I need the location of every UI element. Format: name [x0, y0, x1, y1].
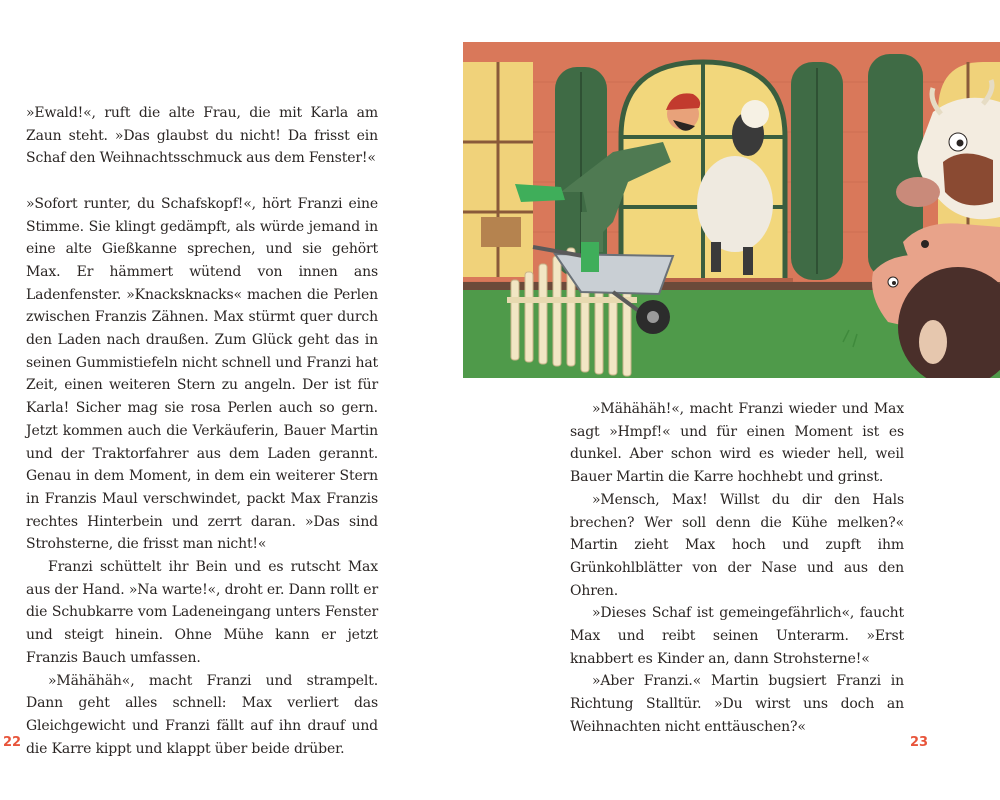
paragraph: »Mähähäh!«, macht Franzi wieder und Max sagt »Hmpf!« und für einen Moment ist es dunkel. Aber schon wird es wieder hell, weil Bauer Martin die Karre hochhebt und grinst.: [570, 401, 904, 486]
paragraph: »Aber Franzi.« Martin bugsiert Franzi in Richtung Stalltür. »Du wirst uns doch an Weihnachten nicht enttäuschen?«: [570, 673, 904, 735]
sheep-franzi: [697, 156, 773, 252]
paragraph: »Sofort runter, du Schafskopf!«, hört Franzi eine Stimme. Sie klingt gedämpft, als würde jemand in eine alte Gießkanne sprechen, und sie gehört Max. Er hämmert wütend von innen ans Ladenfenster. »Knacksknacks« machen die Perlen zwischen Franzis Zähnen. Max stürmt quer durch den Laden nach draußen. Zum Glück geht das in seinen Gummistiefeln nicht schnell und Franzi hat Zeit, einen weiteren Stern zu angeln. Der ist für Karla! Sicher mag sie rosa Perlen auch so gern. Jetzt kommen auch die Verkäuferin, Bauer Martin und der Traktorfahrer aus dem Laden gerannt. Genau in dem Moment, in dem ein weiterer Stern in Franzis Maul verschwindet, packt Max Franzis rechtes Hinterbein und zerrt daran. »Das sind Strohsterne, die frisst man nicht!«: [26, 195, 378, 553]
page-number: 23: [910, 735, 929, 750]
story-illustration: [463, 42, 1000, 378]
paragraph: Franzi schüttelt ihr Bein und es rutscht Max aus der Hand. »Na warte!«, droht er. Dann rollt er die Schubkarre vom Ladeneingang unters Fenster und steigt hinein. Ohne Mühe kann er jetzt Franzis Bauch umfassen.: [26, 559, 378, 666]
paragraph: »Dieses Schaf ist gemeingefährlich«, faucht Max und reibt seinen Unterarm. »Erst knabbert es Kinder an, dann Strohsterne!«: [570, 605, 904, 667]
page-number: 22: [3, 735, 22, 750]
left-page-text: [26, 102, 378, 760]
paragraph: »Ewald!«, ruft die alte Frau, die mit Karla am Zaun steht. »Das glaubst du nicht! Da frisst ein Schaf den Weihnachtsschmuck aus dem Fenster!«: [26, 105, 378, 167]
right-page: [500, 0, 1000, 800]
paragraph: »Mähähäh«, macht Franzi und strampelt. Dann geht alles schnell: Max verliert das Gleichgewicht und Franzi fällt auf ihn drauf und die Karre kippt und klappt über beide drüber.: [26, 672, 378, 757]
paragraph: »Mensch, Max! Willst du dir den Hals brechen? Wer soll denn die Kühe melken?« Martin zieht Max hoch und zupft ihm Grünkohlblätter von der Nase und aus den Ohren.: [570, 491, 904, 599]
right-page-text: [570, 398, 904, 739]
